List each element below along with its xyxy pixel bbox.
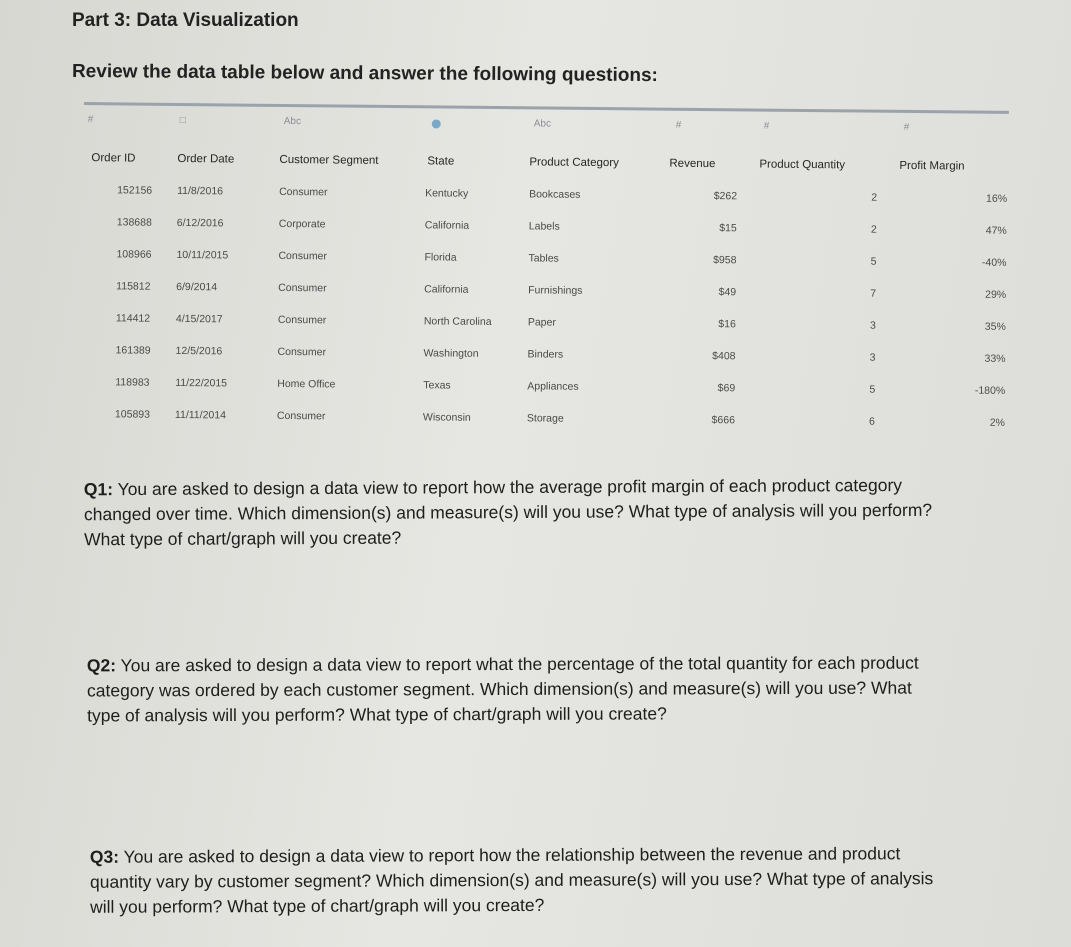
cell-order-date: 10/11/2015 <box>176 248 229 262</box>
cell-order-id: 108966 <box>116 248 152 261</box>
header-revenue[interactable]: Revenue <box>669 157 716 171</box>
cell-profit-margin: 47% <box>985 224 1007 237</box>
cell-revenue: $262 <box>713 190 738 203</box>
cell-quantity: 5 <box>870 255 877 268</box>
question-1 <box>84 473 954 553</box>
cell-state: California <box>424 219 470 232</box>
field-type-row <box>78 114 1008 145</box>
cell-quantity: 3 <box>869 319 876 332</box>
cell-order-id: 118983 <box>115 376 150 389</box>
table-row <box>75 408 1005 437</box>
table-row <box>77 184 1007 213</box>
cell-revenue: $49 <box>718 286 737 299</box>
header-customer-segment[interactable]: Customer Segment <box>279 153 379 167</box>
cell-profit-margin: 29% <box>985 288 1007 301</box>
cell-revenue: $666 <box>711 414 735 427</box>
number-type-icon: # <box>675 119 682 131</box>
cell-segment: Consumer <box>279 185 328 199</box>
string-type-icon: Abc <box>533 118 552 130</box>
header-profit-margin[interactable]: Profit Margin <box>899 159 965 173</box>
table-row <box>77 216 1007 245</box>
cell-state: Kentucky <box>425 187 469 200</box>
cell-revenue: $15 <box>719 222 737 235</box>
table-body <box>77 184 1008 429</box>
cell-state: Wisconsin <box>422 411 471 424</box>
cell-revenue: $16 <box>718 318 736 331</box>
cell-profit-margin: -180% <box>974 384 1006 397</box>
cell-state: Texas <box>423 379 451 392</box>
cell-category: Binders <box>527 348 564 361</box>
cell-segment: Consumer <box>276 409 326 423</box>
question-text: You are asked to design a data view to report how the relationship between the revenue and product quantity vary by customer segment? Which dimension(s) and measure(s) will you use? What type of analysis will you perform? What type of chart/graph will you create? <box>89 843 934 917</box>
cell-category: Tables <box>528 252 559 265</box>
cell-quantity: 2 <box>871 191 878 204</box>
calendar-icon: □ <box>179 114 186 127</box>
question-2 <box>87 651 937 729</box>
cell-order-id: 114412 <box>115 312 151 325</box>
cell-category: Furnishings <box>528 284 583 297</box>
cell-segment: Corporate <box>278 217 326 231</box>
cell-state: Washington <box>423 347 479 360</box>
data-table <box>75 98 1008 452</box>
cell-segment: Home Office <box>277 377 336 391</box>
cell-order-date: 4/15/2017 <box>175 312 223 326</box>
table-row <box>76 248 1006 277</box>
cell-order-date: 6/12/2016 <box>176 216 224 230</box>
cell-segment: Consumer <box>278 249 327 263</box>
cell-segment: Consumer <box>277 345 327 359</box>
cell-revenue: $958 <box>713 254 737 267</box>
cell-order-date: 11/22/2015 <box>175 376 228 390</box>
table-row <box>75 376 1005 405</box>
table-row <box>76 312 1006 341</box>
cell-order-id: 152156 <box>117 184 153 197</box>
cell-order-date: 12/5/2016 <box>175 344 223 358</box>
string-type-icon: Abc <box>283 115 302 128</box>
table-row <box>76 280 1006 309</box>
cell-category: Appliances <box>527 380 579 393</box>
number-type-icon: # <box>763 120 770 132</box>
cell-quantity: 3 <box>869 351 876 364</box>
cell-revenue: $69 <box>717 382 736 395</box>
cell-quantity: 7 <box>870 287 877 300</box>
cell-order-date: 11/8/2016 <box>177 184 224 198</box>
cell-state: California <box>424 283 469 296</box>
cell-state: Florida <box>424 251 457 264</box>
page-title: Part 3: Data Visualization <box>72 10 299 31</box>
header-product-category[interactable]: Product Category <box>529 156 619 170</box>
instruction-text: Review the data table below and answer the following questions: <box>71 61 658 87</box>
cell-category: Storage <box>526 412 564 425</box>
cell-order-id: 115812 <box>116 280 151 293</box>
cell-order-id: 138688 <box>116 216 152 229</box>
cell-revenue: $408 <box>712 350 736 363</box>
cell-category: Bookcases <box>529 188 581 201</box>
cell-order-date: 6/9/2014 <box>176 280 218 294</box>
question-text: You are asked to design a data view to report how the average profit margin of each product category changed over time. Which dimension(s) and measure(s) will you use? What type of analysis will you perform? What type of chart/graph will you create? <box>83 474 933 550</box>
question-label: Q3: <box>89 846 120 867</box>
table-row <box>75 344 1005 373</box>
cell-order-id: 161389 <box>115 344 151 357</box>
header-product-quantity[interactable]: Product Quantity <box>759 158 846 172</box>
table-header <box>77 152 1007 183</box>
cell-quantity: 2 <box>870 223 877 236</box>
cell-profit-margin: 33% <box>984 352 1006 365</box>
cell-profit-margin: 2% <box>989 416 1005 429</box>
header-order-id[interactable]: Order ID <box>91 152 136 165</box>
cell-profit-margin: -40% <box>981 256 1007 269</box>
cell-segment: Consumer <box>277 313 327 327</box>
number-type-icon: # <box>903 121 910 133</box>
cell-category: Labels <box>528 220 560 233</box>
header-order-date[interactable]: Order Date <box>177 152 235 166</box>
header-state[interactable]: State <box>427 155 455 168</box>
question-text: You are asked to design a data view to report what the percentage of the total quantity for each product category was ordered by each customer segment. Which dimension(s) and measure(s) will you use? What type of analysis will you perform? What type of chart/graph will you create? <box>86 652 919 726</box>
globe-icon <box>432 119 441 128</box>
table-top-rule <box>84 102 1009 114</box>
cell-state: North Carolina <box>423 315 492 328</box>
cell-segment: Consumer <box>278 281 327 295</box>
question-3 <box>90 841 940 920</box>
number-type-icon: # <box>87 114 94 126</box>
question-label: Q1: <box>83 479 114 500</box>
cell-order-date: 11/11/2014 <box>174 408 227 422</box>
cell-profit-margin: 16% <box>986 192 1008 205</box>
question-label: Q2: <box>86 655 117 676</box>
cell-order-id: 105893 <box>114 408 151 421</box>
cell-profit-margin: 35% <box>984 320 1006 333</box>
cell-category: Paper <box>527 316 556 329</box>
cell-quantity: 5 <box>869 383 876 396</box>
cell-quantity: 6 <box>869 415 875 428</box>
